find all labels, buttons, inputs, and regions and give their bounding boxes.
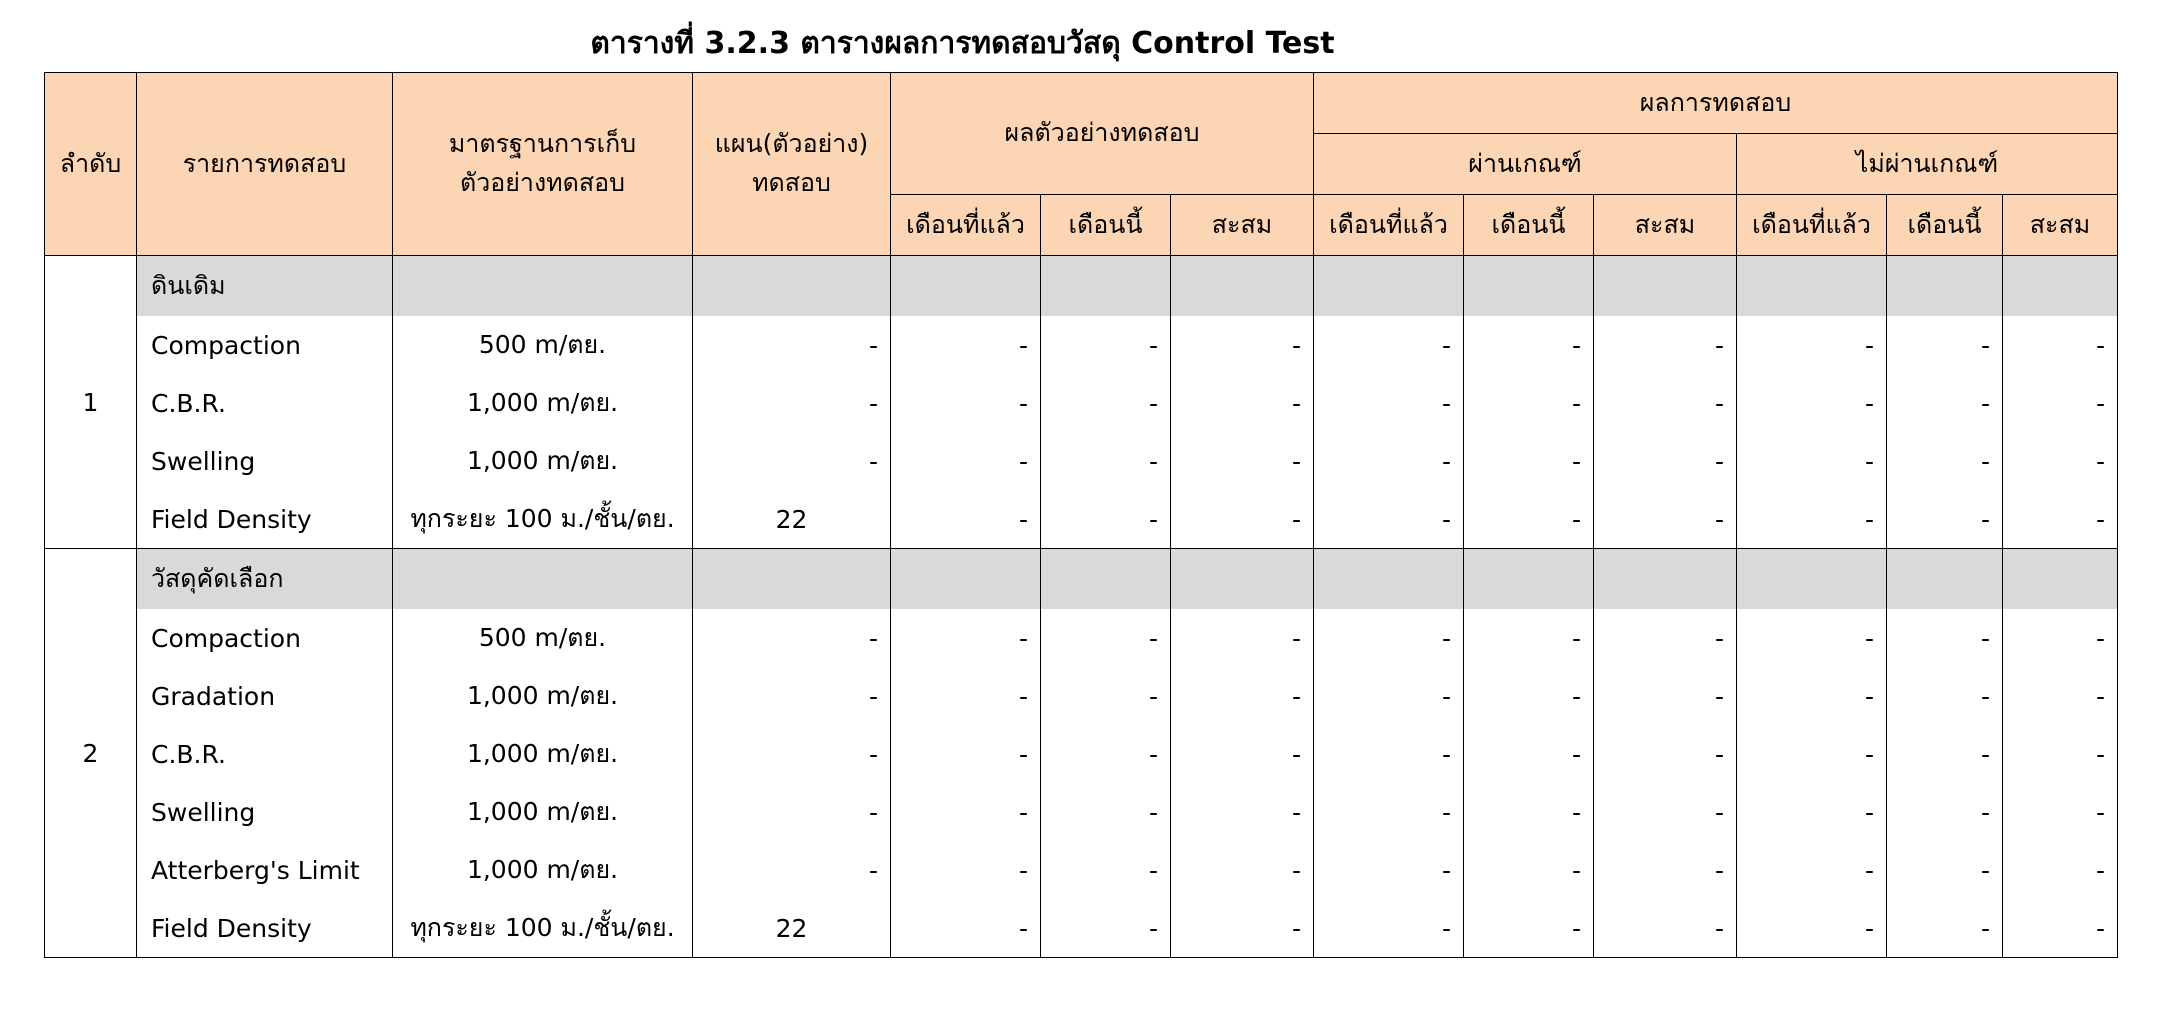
plan-samples: - (693, 841, 891, 899)
plan-samples: - (693, 609, 891, 667)
table-row (45, 316, 2118, 374)
header-fail-this-month: เดือนนี้ (1887, 195, 2003, 256)
result-value: - (1314, 609, 1464, 667)
result-value: - (1464, 609, 1594, 667)
test-item: Compaction (137, 316, 393, 374)
result-value: - (1887, 783, 2003, 841)
result-value: - (1737, 725, 1887, 783)
plan-samples: - (693, 725, 891, 783)
result-value: - (1464, 783, 1594, 841)
table-row (45, 899, 2118, 958)
result-value: - (1041, 667, 1171, 725)
result-value: - (1594, 899, 1737, 958)
result-value: - (1887, 667, 2003, 725)
result-value: - (1464, 899, 1594, 958)
result-value: - (1464, 374, 1594, 432)
result-value: - (1041, 725, 1171, 783)
header-pass-cumulative: สะสม (1594, 195, 1737, 256)
result-value: - (1314, 899, 1464, 958)
result-value: - (1887, 725, 2003, 783)
test-item: Field Density (137, 490, 393, 549)
result-value: - (2003, 667, 2118, 725)
plan-samples: - (693, 783, 891, 841)
sampling-standard: 500 m/ตย. (393, 316, 693, 374)
result-value: - (1887, 609, 2003, 667)
section-blank-cell (1171, 256, 1314, 317)
result-value: - (1041, 899, 1171, 958)
header-no: ลำดับ (45, 73, 137, 256)
result-value: - (1887, 841, 2003, 899)
header-sample-cumulative: สะสม (1171, 195, 1314, 256)
sampling-standard: 1,000 m/ตย. (393, 783, 693, 841)
result-value: - (1594, 316, 1737, 374)
sampling-standard: 1,000 m/ตย. (393, 374, 693, 432)
result-value: - (1041, 783, 1171, 841)
table-row (45, 432, 2118, 490)
plan-samples: 22 (693, 899, 891, 958)
section-blank-cell (2003, 549, 2118, 610)
table-row (45, 667, 2118, 725)
result-value: - (1041, 490, 1171, 549)
section-blank-cell (1314, 256, 1464, 317)
plan-samples: - (693, 316, 891, 374)
result-value: - (1171, 725, 1314, 783)
header-pass-this-month: เดือนนี้ (1464, 195, 1594, 256)
result-value: - (2003, 432, 2118, 490)
result-value: - (1041, 432, 1171, 490)
result-value: - (1887, 490, 2003, 549)
header-sample-result: ผลตัวอย่างทดสอบ (891, 73, 1314, 195)
result-value: - (1887, 374, 2003, 432)
test-item: Atterberg's Limit (137, 841, 393, 899)
header-plan-line2: ทดสอบ (752, 168, 831, 197)
section-row (45, 256, 2118, 317)
section-blank-cell (1594, 549, 1737, 610)
result-value: - (2003, 609, 2118, 667)
section-blank-cell (1887, 256, 2003, 317)
sampling-standard: ทุกระยะ 100 ม./ชั้น/ตย. (393, 899, 693, 958)
result-value: - (1314, 432, 1464, 490)
result-value: - (1041, 374, 1171, 432)
header-pass-prev-month: เดือนที่แล้ว (1314, 195, 1464, 256)
result-value: - (1464, 432, 1594, 490)
sampling-standard: 1,000 m/ตย. (393, 432, 693, 490)
control-test-table (44, 72, 2118, 958)
sampling-standard: 1,000 m/ตย. (393, 667, 693, 725)
result-value: - (1464, 316, 1594, 374)
result-value: - (1171, 783, 1314, 841)
header-sample-prev-month: เดือนที่แล้ว (891, 195, 1041, 256)
result-value: - (1171, 841, 1314, 899)
result-value: - (1594, 667, 1737, 725)
sampling-standard: 500 m/ตย. (393, 609, 693, 667)
sampling-standard: ทุกระยะ 100 ม./ชั้น/ตย. (393, 490, 693, 549)
section-blank-cell (1171, 549, 1314, 610)
test-item: Gradation (137, 667, 393, 725)
table-row (45, 609, 2118, 667)
header-test-result: ผลการทดสอบ (1314, 73, 2118, 134)
sampling-standard: 1,000 m/ตย. (393, 725, 693, 783)
result-value: - (891, 374, 1041, 432)
result-value: - (1737, 609, 1887, 667)
result-value: - (1041, 609, 1171, 667)
table-row (45, 490, 2118, 549)
group-number: 1 (45, 256, 137, 549)
section-blank-cell (1314, 549, 1464, 610)
result-value: - (1171, 609, 1314, 667)
result-value: - (1314, 667, 1464, 725)
section-blank-cell (1887, 549, 2003, 610)
result-value: - (1737, 667, 1887, 725)
result-value: - (1594, 725, 1737, 783)
result-value: - (1594, 841, 1737, 899)
result-value: - (2003, 374, 2118, 432)
test-item: C.B.R. (137, 725, 393, 783)
result-value: - (1171, 374, 1314, 432)
section-blank-cell (1737, 549, 1887, 610)
result-value: - (1737, 316, 1887, 374)
result-value: - (1464, 841, 1594, 899)
section-blank-cell (2003, 256, 2118, 317)
result-value: - (1887, 899, 2003, 958)
section-blank-cell (1041, 549, 1171, 610)
test-item: Compaction (137, 609, 393, 667)
section-row (45, 549, 2118, 610)
header-standard-line2: ตัวอย่างทดสอบ (459, 168, 626, 197)
header-plan (693, 73, 891, 256)
test-item: Field Density (137, 899, 393, 958)
group-name: วัสดุคัดเลือก (137, 549, 393, 610)
result-value: - (1464, 667, 1594, 725)
test-item: Swelling (137, 783, 393, 841)
result-value: - (2003, 899, 2118, 958)
result-value: - (1041, 841, 1171, 899)
section-blank-cell (393, 256, 693, 317)
result-value: - (891, 667, 1041, 725)
result-value: - (1314, 783, 1464, 841)
table-row (45, 841, 2118, 899)
result-value: - (1737, 432, 1887, 490)
result-value: - (891, 783, 1041, 841)
result-value: - (1314, 374, 1464, 432)
result-value: - (1737, 841, 1887, 899)
group-number: 2 (45, 549, 137, 958)
table-body (45, 256, 2118, 958)
result-value: - (1314, 316, 1464, 374)
plan-samples: - (693, 374, 891, 432)
plan-samples: - (693, 432, 891, 490)
result-value: - (1594, 490, 1737, 549)
table-row (45, 374, 2118, 432)
result-value: - (891, 490, 1041, 549)
section-blank-cell (1464, 549, 1594, 610)
plan-samples: - (693, 667, 891, 725)
result-value: - (1594, 374, 1737, 432)
result-value: - (1887, 316, 2003, 374)
result-value: - (891, 316, 1041, 374)
group-name: ดินเดิม (137, 256, 393, 317)
header-fail: ไม่ผ่านเกณฑ์ (1737, 134, 2118, 195)
result-value: - (1737, 783, 1887, 841)
result-value: - (1171, 432, 1314, 490)
result-value: - (1887, 432, 2003, 490)
result-value: - (1314, 490, 1464, 549)
plan-samples: 22 (693, 490, 891, 549)
result-value: - (1171, 316, 1314, 374)
header-standard-line1: มาตรฐานการเก็บ (448, 129, 637, 159)
section-blank-cell (891, 549, 1041, 610)
result-value: - (1737, 899, 1887, 958)
result-value: - (1171, 667, 1314, 725)
result-value: - (2003, 841, 2118, 899)
section-blank-cell (693, 256, 891, 317)
section-blank-cell (1594, 256, 1737, 317)
result-value: - (891, 609, 1041, 667)
result-value: - (891, 899, 1041, 958)
result-value: - (1594, 783, 1737, 841)
table-title: ตารางที่ 3.2.3 ตารางผลการทดสอบวัสดุ Control Test (590, 26, 1335, 61)
result-value: - (2003, 783, 2118, 841)
result-value: - (891, 432, 1041, 490)
section-blank-cell (1737, 256, 1887, 317)
section-blank-cell (1041, 256, 1171, 317)
header-plan-line1: แผน(ตัวอย่าง) (714, 129, 869, 159)
header-sample-this-month: เดือนนี้ (1041, 195, 1171, 256)
result-value: - (2003, 725, 2118, 783)
table-row (45, 725, 2118, 783)
section-blank-cell (693, 549, 891, 610)
sampling-standard: 1,000 m/ตย. (393, 841, 693, 899)
header-pass: ผ่านเกณฑ์ (1314, 134, 1737, 195)
section-blank-cell (393, 549, 693, 610)
result-value: - (891, 841, 1041, 899)
result-value: - (1737, 374, 1887, 432)
result-value: - (1041, 316, 1171, 374)
result-value: - (1464, 490, 1594, 549)
result-value: - (1737, 490, 1887, 549)
section-blank-cell (891, 256, 1041, 317)
result-value: - (2003, 490, 2118, 549)
result-value: - (2003, 316, 2118, 374)
result-value: - (1594, 609, 1737, 667)
result-value: - (891, 725, 1041, 783)
result-value: - (1314, 725, 1464, 783)
header-fail-prev-month: เดือนที่แล้ว (1737, 195, 1887, 256)
result-value: - (1314, 841, 1464, 899)
header-item: รายการทดสอบ (137, 73, 393, 256)
header-fail-cumulative: สะสม (2003, 195, 2118, 256)
table-row (45, 783, 2118, 841)
result-value: - (1594, 432, 1737, 490)
test-item: Swelling (137, 432, 393, 490)
section-blank-cell (1464, 256, 1594, 317)
header-standard (393, 73, 693, 256)
result-value: - (1464, 725, 1594, 783)
test-item: C.B.R. (137, 374, 393, 432)
result-value: - (1171, 899, 1314, 958)
result-value: - (1171, 490, 1314, 549)
